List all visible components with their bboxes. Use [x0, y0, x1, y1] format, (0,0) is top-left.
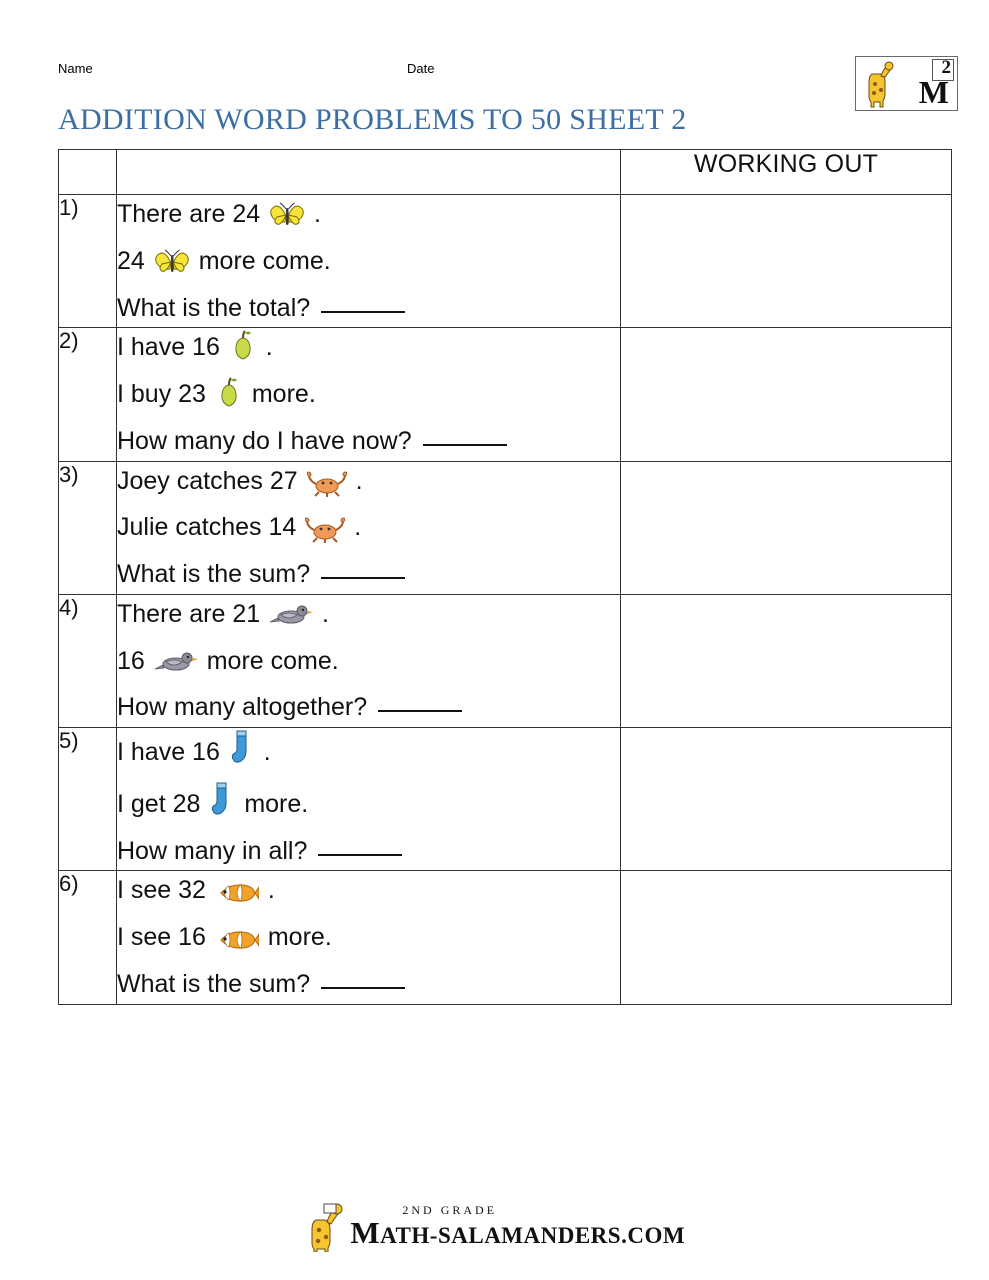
question-line — [117, 195, 620, 242]
butterfly-icon — [154, 249, 190, 289]
date-label: Date — [407, 61, 435, 76]
line-text: . — [314, 200, 321, 228]
question-body — [117, 195, 621, 328]
footer-site-initial: M — [350, 1215, 381, 1250]
answer-blank[interactable] — [378, 709, 462, 712]
question-line — [117, 508, 620, 555]
crab-icon — [307, 470, 347, 509]
table-row — [59, 594, 952, 727]
table-header-row — [59, 150, 952, 195]
line-text: What is the total? — [117, 293, 311, 322]
line-text: more. — [244, 789, 309, 818]
question-line — [117, 422, 620, 461]
line-text: . — [322, 599, 329, 628]
line-text: I buy 23 — [117, 380, 206, 408]
grade-number: 2 — [941, 57, 951, 78]
question-line — [117, 780, 620, 832]
table-row — [59, 195, 952, 328]
question-line — [117, 595, 620, 642]
line-text: . — [265, 333, 273, 362]
line-text: There are 21 — [117, 599, 261, 628]
clownfish-icon — [215, 879, 259, 918]
line-text: I get 28 — [117, 789, 201, 818]
line-text: I have 16 — [117, 333, 220, 362]
question-line — [117, 832, 620, 871]
question-number: 5) — [59, 728, 117, 871]
line-text: . — [354, 513, 362, 542]
working-out-cell[interactable] — [621, 195, 952, 328]
question-number: 4) — [59, 594, 117, 727]
pear-icon — [229, 329, 257, 375]
line-text: What is the sum? — [117, 969, 311, 998]
question-number: 6) — [59, 871, 117, 1004]
line-text: How many do I have now? — [117, 426, 412, 455]
question-line — [117, 728, 620, 780]
bottom-margin — [0, 1266, 989, 1280]
question-line — [117, 375, 620, 422]
page-title: ADDITION WORD PROBLEMS TO 50 SHEET 2 — [58, 103, 687, 136]
line-text: . — [355, 466, 363, 495]
problems-table — [58, 149, 952, 1005]
line-text: Julie catches 14 — [117, 513, 297, 542]
crab-icon — [305, 516, 345, 555]
grade-badge — [855, 56, 958, 111]
line-text: There are 24 — [117, 200, 261, 228]
giraffe-icon — [862, 60, 896, 108]
clownfish-icon — [215, 926, 259, 965]
line-text: . — [267, 876, 275, 905]
name-label: Name — [58, 61, 93, 76]
question-line — [117, 555, 620, 594]
question-body — [117, 328, 621, 461]
butterfly-icon — [269, 202, 305, 242]
answer-blank[interactable] — [318, 853, 402, 856]
header-cell-question — [117, 150, 621, 195]
sock-icon — [229, 728, 255, 780]
line-text: Joey catches 27 — [117, 466, 298, 495]
sock-icon — [209, 780, 235, 832]
question-line — [117, 965, 620, 1004]
question-line — [117, 642, 620, 689]
line-text: How many altogether? — [117, 693, 368, 722]
answer-blank[interactable] — [321, 310, 405, 313]
working-out-cell[interactable] — [621, 461, 952, 594]
bird-icon — [269, 602, 313, 642]
top-margin — [0, 0, 989, 34]
line-text: 16 — [117, 646, 145, 675]
worksheet-header — [58, 55, 958, 135]
bird-icon — [154, 649, 198, 689]
line-text: . — [263, 738, 271, 766]
table-row — [59, 728, 952, 871]
footer-site-text: ATH-SALAMANDERS.COM — [380, 1223, 686, 1248]
line-text: How many in all? — [117, 836, 308, 865]
line-text: I have 16 — [117, 738, 220, 766]
line-text: I see 32 — [117, 876, 206, 905]
question-line — [117, 289, 620, 328]
question-number: 3) — [59, 461, 117, 594]
salamanders-m-letter: M — [918, 74, 949, 110]
line-text: I see 16 — [117, 923, 206, 951]
table-row — [59, 461, 952, 594]
line-text: more. — [267, 923, 332, 951]
question-body — [117, 461, 621, 594]
question-body — [117, 594, 621, 727]
question-body — [117, 728, 621, 871]
question-line — [117, 871, 620, 918]
pear-icon — [215, 376, 243, 422]
answer-blank[interactable] — [321, 576, 405, 579]
question-line — [117, 688, 620, 727]
answer-blank[interactable] — [321, 986, 405, 989]
question-line — [117, 462, 620, 509]
line-text: more come. — [198, 246, 331, 275]
footer — [0, 1200, 989, 1254]
footer-site-label — [350, 1215, 685, 1251]
answer-blank[interactable] — [423, 443, 507, 446]
working-out-cell[interactable] — [621, 728, 952, 871]
table-row — [59, 328, 952, 461]
question-number: 1) — [59, 195, 117, 328]
header-cell-number — [59, 150, 117, 195]
giraffe-icon — [304, 1202, 346, 1252]
question-line — [117, 328, 620, 375]
footer-grade-label: 2ND GRADE — [402, 1203, 498, 1217]
question-line — [117, 918, 620, 965]
working-out-cell[interactable] — [621, 871, 952, 1004]
line-text: more. — [251, 380, 316, 408]
working-out-cell[interactable] — [621, 594, 952, 727]
line-text: more come. — [206, 646, 339, 675]
line-text: What is the sum? — [117, 560, 311, 588]
working-out-cell[interactable] — [621, 328, 952, 461]
line-text: 24 — [117, 246, 145, 275]
table-row — [59, 871, 952, 1004]
header-cell-working-out: WORKING OUT — [621, 150, 952, 195]
question-line — [117, 242, 620, 289]
question-body — [117, 871, 621, 1004]
question-number: 2) — [59, 328, 117, 461]
